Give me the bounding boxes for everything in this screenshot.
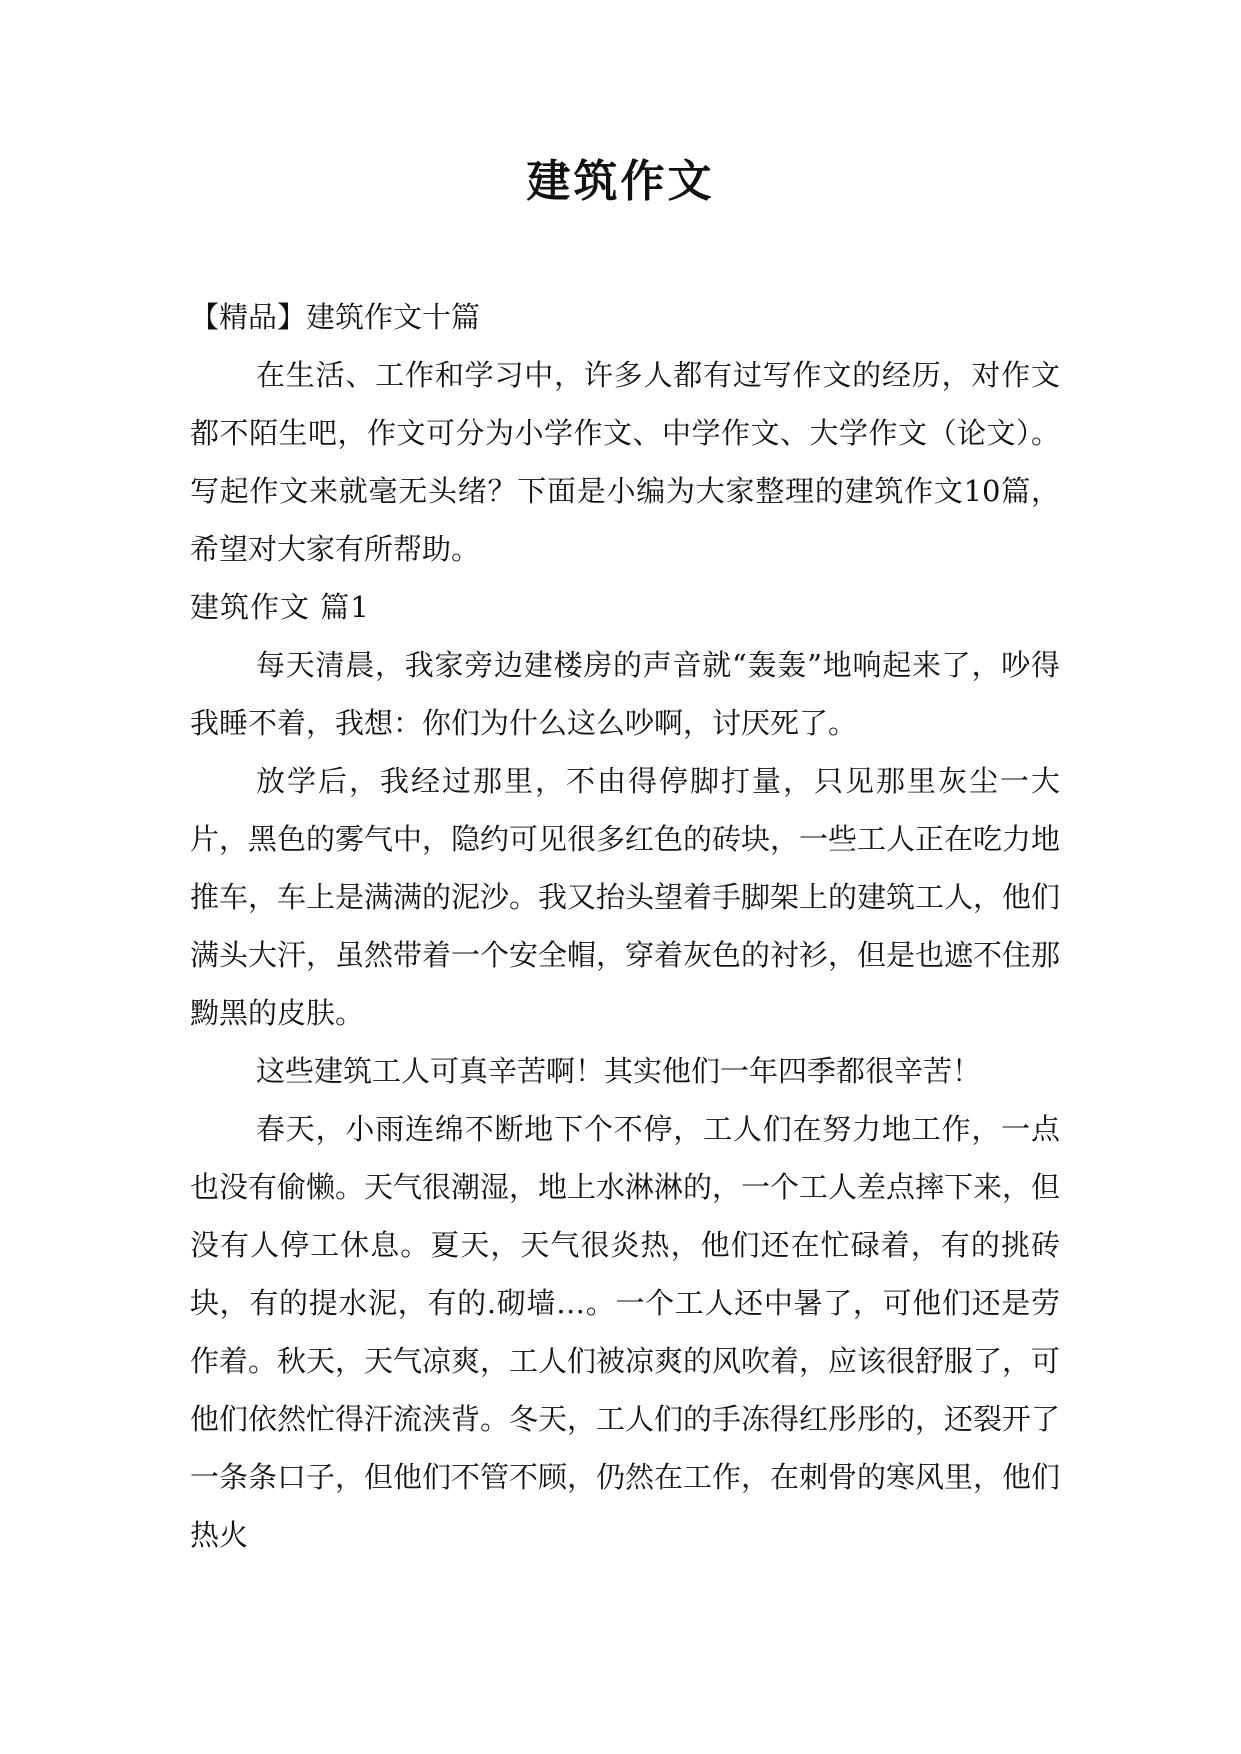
document-title: 建筑作文	[526, 156, 715, 207]
body-paragraph: 每天清晨，我家旁边建楼房的声音就“轰轰”地响起来了，吵得我睡不着，我想：你们为什么这么吵啊，讨厌死了。	[190, 648, 1060, 740]
body-paragraph: 这些建筑工人可真辛苦啊！其实他们一年四季都很辛苦！	[256, 1054, 982, 1088]
document-body	[190, 288, 1060, 1564]
intro-paragraph: 在生活、工作和学习中，许多人都有过写作文的经历，对作文都不陌生吧，作文可分为小学作文、中学作文、大学作文（论文）。写起作文来就毫无头绪？下面是小编为大家整理的建筑作文10篇，希望对大家有所帮助。	[190, 358, 1060, 566]
section-heading: 建筑作文 篇1	[190, 590, 370, 624]
lead-line: 【精品】建筑作文十篇	[190, 300, 481, 334]
body-paragraph: 放学后，我经过那里，不由得停脚打量，只见那里灰尘一大片，黑色的雾气中，隐约可见很多红色的砖块，一些工人正在吃力地推车，车上是满满的泥沙。我又抬头望着手脚架上的建筑工人，他们满头大汗，虽然带着一个安全帽，穿着灰色的衬衫，但是也遮不住那黝黑的皮肤。	[190, 764, 1061, 1030]
body-paragraph: 春天，小雨连绵不断地下个不停，工人们在努力地工作，一点也没有偷懒。天气很潮湿，地上水淋淋的，一个工人差点摔下来，但没有人停工休息。夏天，天气很炎热，他们还在忙碌着，有的挑砖块，有的提水泥，有的.砌墙…。一个工人还中暑了，可他们还是劳作着。秋天，天气凉爽，工人们被凉爽的风吹着，应该很舒服了，可他们依然忙得汗流浃背。冬天，工人们的手冻得红彤彤的，还裂开了一条条口子，但他们不管不顾，仍然在工作，在刺骨的寒风里，他们热火	[190, 1112, 1061, 1552]
